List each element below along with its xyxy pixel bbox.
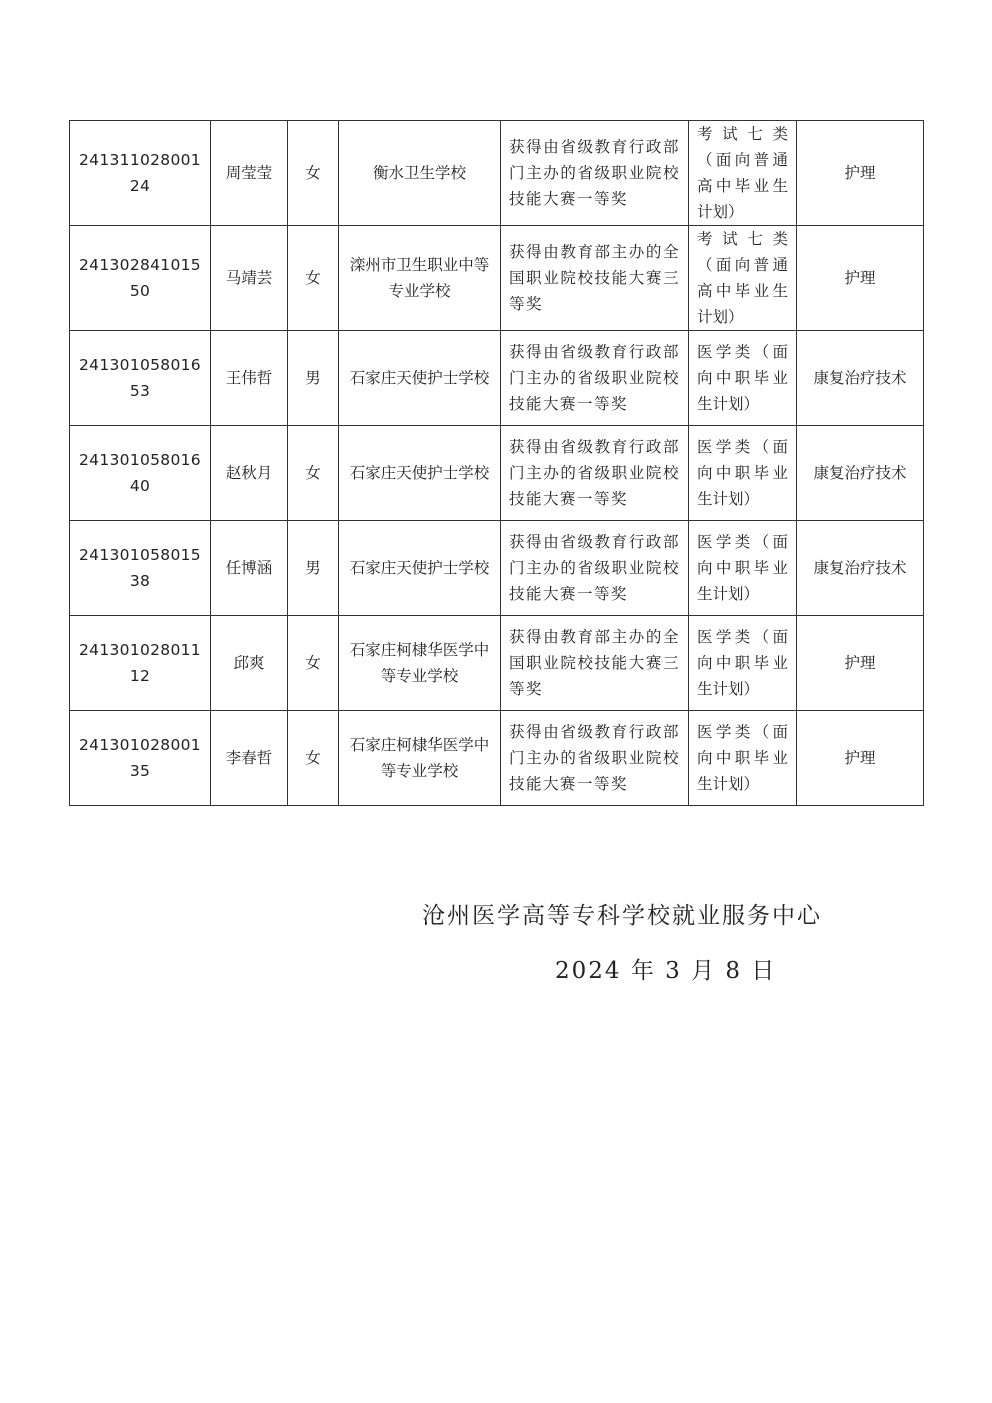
school-name: 石家庄天使护士学校	[339, 521, 501, 616]
student-name: 邱爽	[211, 616, 288, 711]
candidate-id: 24131102800124	[70, 121, 211, 226]
gender: 女	[288, 616, 339, 711]
award: 获得由省级教育行政部门主办的省级职业院校技能大赛一等奖	[501, 521, 689, 616]
gender: 女	[288, 121, 339, 226]
award: 获得由省级教育行政部门主办的省级职业院校技能大赛一等奖	[501, 426, 689, 521]
award: 获得由省级教育行政部门主办的省级职业院校技能大赛一等奖	[501, 121, 689, 226]
candidate-id: 24130102801112	[70, 616, 211, 711]
student-name: 周莹莹	[211, 121, 288, 226]
table-row	[70, 616, 924, 711]
enrollment-plan: 考试七类（面向普通高中毕业生计划）	[689, 121, 797, 226]
major: 康复治疗技术	[797, 426, 924, 521]
gender: 男	[288, 521, 339, 616]
table-row	[70, 121, 924, 226]
award: 获得由省级教育行政部门主办的省级职业院校技能大赛一等奖	[501, 711, 689, 806]
gender: 女	[288, 426, 339, 521]
student-name: 李春哲	[211, 711, 288, 806]
school-name: 衡水卫生学校	[339, 121, 501, 226]
enrollment-plan: 医学类（面向中职毕业生计划）	[689, 616, 797, 711]
candidate-id: 24130105801653	[70, 331, 211, 426]
candidate-id: 24130102800135	[70, 711, 211, 806]
candidate-id: 24130105801538	[70, 521, 211, 616]
major: 康复治疗技术	[797, 521, 924, 616]
enrollment-plan: 医学类（面向中职毕业生计划）	[689, 426, 797, 521]
student-name: 王伟哲	[211, 331, 288, 426]
major: 护理	[797, 711, 924, 806]
student-name: 任博涵	[211, 521, 288, 616]
enrollment-plan: 医学类（面向中职毕业生计划）	[689, 711, 797, 806]
major: 护理	[797, 121, 924, 226]
award: 获得由教育部主办的全国职业院校技能大赛三等奖	[501, 226, 689, 331]
gender: 男	[288, 331, 339, 426]
school-name: 石家庄天使护士学校	[339, 426, 501, 521]
major: 护理	[797, 226, 924, 331]
award: 获得由省级教育行政部门主办的省级职业院校技能大赛一等奖	[501, 331, 689, 426]
table-row	[70, 331, 924, 426]
gender: 女	[288, 711, 339, 806]
table-row	[70, 226, 924, 331]
table-row	[70, 521, 924, 616]
table-row	[70, 711, 924, 806]
candidate-id: 24130284101550	[70, 226, 211, 331]
student-name: 赵秋月	[211, 426, 288, 521]
admission-table	[69, 120, 924, 806]
major: 护理	[797, 616, 924, 711]
enrollment-plan: 医学类（面向中职毕业生计划）	[689, 331, 797, 426]
award: 获得由教育部主办的全国职业院校技能大赛三等奖	[501, 616, 689, 711]
gender: 女	[288, 226, 339, 331]
school-name: 石家庄柯棣华医学中等专业学校	[339, 711, 501, 806]
enrollment-plan: 考试七类（面向普通高中毕业生计划）	[689, 226, 797, 331]
school-name: 石家庄天使护士学校	[339, 331, 501, 426]
school-name: 滦州市卫生职业中等专业学校	[339, 226, 501, 331]
table-row	[70, 426, 924, 521]
major: 康复治疗技术	[797, 331, 924, 426]
enrollment-plan: 医学类（面向中职毕业生计划）	[689, 521, 797, 616]
candidate-id: 24130105801640	[70, 426, 211, 521]
issue-date: 2024 年 3 月 8 日	[555, 958, 777, 984]
issuing-organization: 沧州医学高等专科学校就业服务中心	[422, 903, 822, 929]
student-name: 马靖芸	[211, 226, 288, 331]
school-name: 石家庄柯棣华医学中等专业学校	[339, 616, 501, 711]
